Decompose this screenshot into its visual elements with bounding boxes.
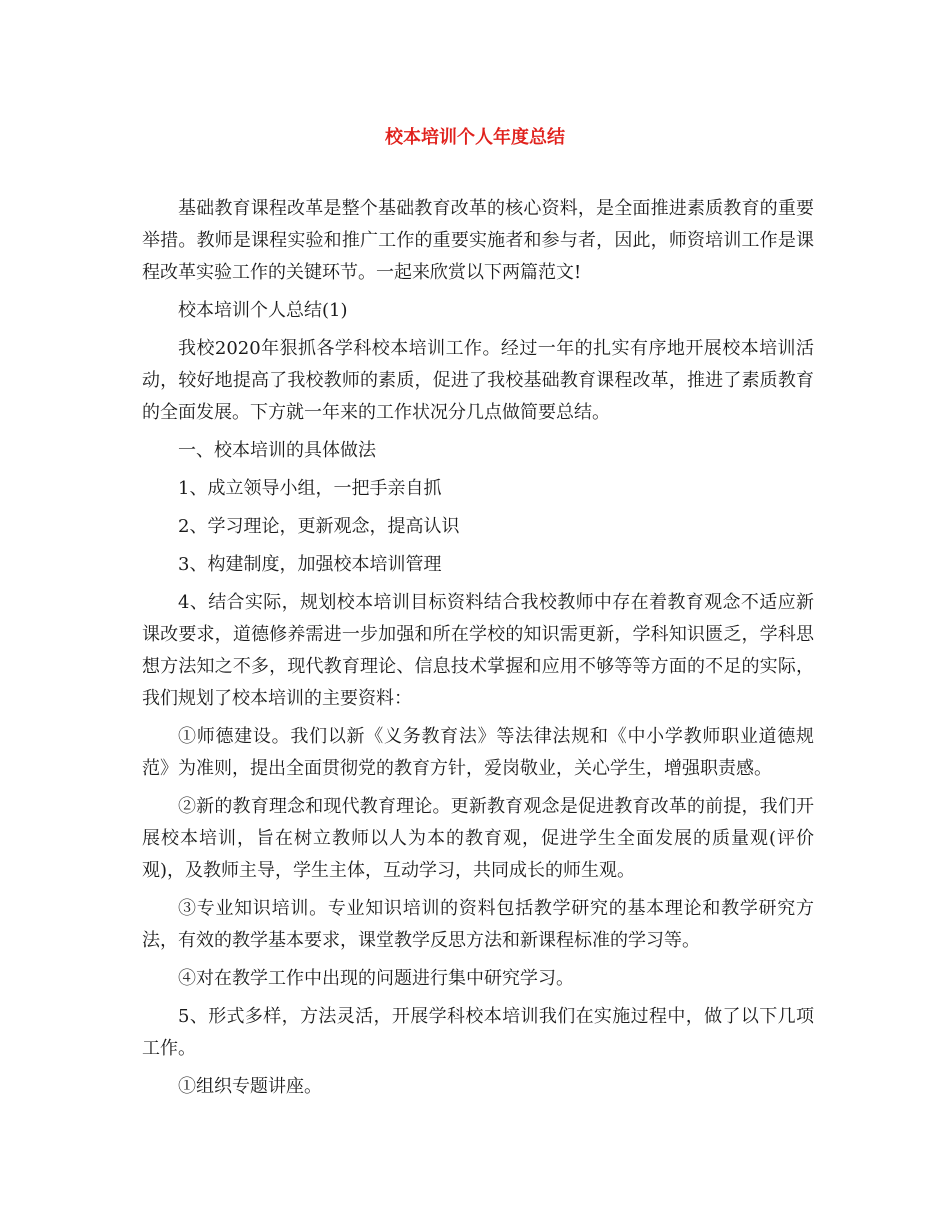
- section-heading: 一、校本培训的具体做法: [178, 440, 376, 461]
- list-item: 3、构建制度，加强校本培训管理: [178, 554, 442, 575]
- paragraph-subtitle: 校本培训个人总结(1): [178, 300, 348, 321]
- paragraph-intro: 基础教育课程改革是整个基础教育改革的核心资料，是全面推进素质教育的重要举措。教师是课程实验和推广工作的重要实施者和参与者，因此，师资培训工作是课程改革实验工作的关键环节。一起来欣赏以下两篇范文!: [142, 198, 814, 283]
- list-item: 1、成立领导小组，一把手亲自抓: [178, 478, 442, 499]
- sub-item: ①组织专题讲座。: [178, 1076, 322, 1097]
- list-item: 4、结合实际，规划校本培训目标资料结合我校教师中存在着教育观念不适应新课改要求，道德修养需进一步加强和所在学校的知识需更新，学科知识匮乏，学科思想方法知之不多，现代教育理论、信息技术掌握和应用不够等等方面的不足的实际，我们规划了校本培训的主要资料：: [142, 592, 814, 709]
- list-item: 5、形式多样，方法灵活，开展学科校本培训我们在实施过程中，做了以下几项工作。: [142, 1006, 814, 1059]
- sub-item: ②新的教育理念和现代教育理论。更新教育观念是促进教育改革的前提，我们开展校本培训，旨在树立教师以人为本的教育观，促进学生全面发展的质量观(评价观)，及教师主导，学生主体，互动学习，共同成长的师生观。: [142, 796, 814, 881]
- list-item: 2、学习理论，更新观念，提高认识: [178, 516, 460, 537]
- sub-item: ③专业知识培训。专业知识培训的资料包括教学研究的基本理论和教学研究方法，有效的教学基本要求，课堂教学反思方法和新课程标准的学习等。: [142, 898, 814, 951]
- document-body: [142, 193, 814, 1103]
- sub-item: ①师德建设。我们以新《义务教育法》等法律法规和《中小学教师职业道德规范》为准则，提出全面贯彻党的教育方针，爱岗敬业，关心学生，增强职责感。: [142, 726, 814, 779]
- document-title: 校本培训个人年度总结: [385, 127, 565, 148]
- sub-item: ④对在教学工作中出现的问题进行集中研究学习。: [178, 968, 574, 989]
- paragraph-overview: 我校2020年狠抓各学科校本培训工作。经过一年的扎实有序地开展校本培训活动，较好地提高了我校教师的素质，促进了我校基础教育课程改革，推进了素质教育的全面发展。下方就一年来的工作状况分几点做简要总结。: [142, 338, 814, 423]
